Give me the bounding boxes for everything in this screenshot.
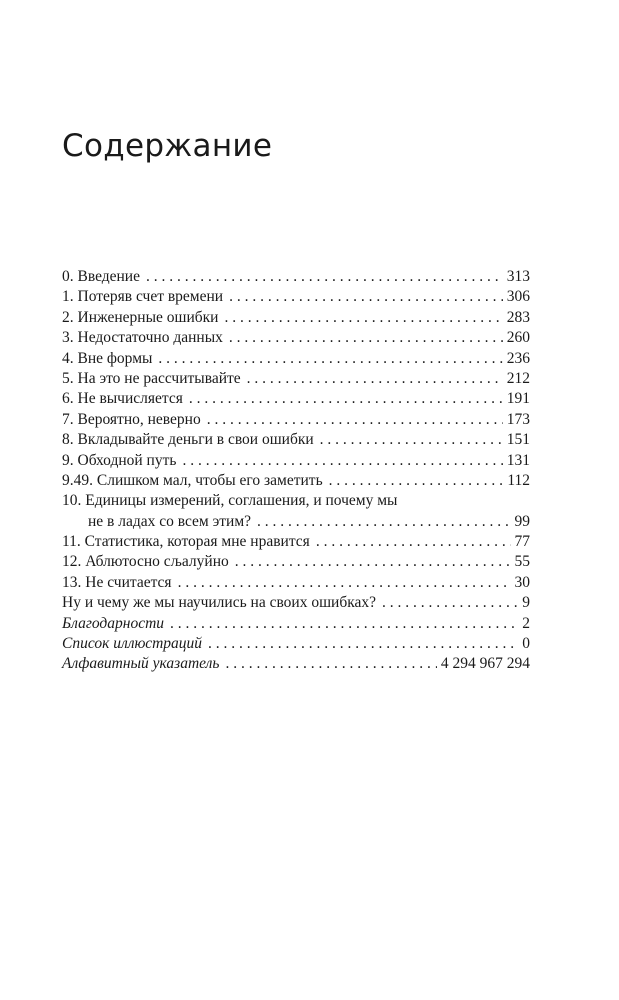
toc-entry-chapter-2[interactable]	[62, 308, 530, 328]
page-title: Содержание	[62, 128, 273, 164]
toc-entry-page: 112	[507, 471, 530, 489]
toc-entry-label: 9.49. Слишком мал, чтобы его заметить	[62, 471, 323, 489]
toc-entry-label: 5. На это не рассчитывайте	[62, 369, 241, 387]
toc-entry-chapter-1[interactable]	[62, 287, 530, 307]
toc-entry-conclusion[interactable]	[62, 593, 530, 613]
dot-leader	[170, 614, 518, 634]
toc-entry-chapter-6[interactable]	[62, 389, 530, 409]
toc-entry-label: 6. Не вычисляется	[62, 390, 183, 408]
toc-entry-label: 3. Недостаточно данных	[62, 329, 223, 347]
toc-entry-label: 8. Вкладывайте деньги в свои ошибки	[62, 431, 314, 449]
toc-entry-page: 0	[522, 635, 530, 653]
toc-entry-page: 236	[506, 349, 530, 367]
toc-entry-introduction[interactable]	[62, 267, 530, 287]
table-of-contents	[62, 267, 530, 675]
dot-leader	[224, 308, 502, 328]
dot-leader	[208, 634, 518, 654]
toc-entry-chapter-8[interactable]	[62, 430, 530, 450]
dot-leader	[189, 389, 503, 409]
toc-entry-acknowledgements[interactable]	[62, 614, 530, 634]
toc-entry-label-line-1: 10. Единицы измерений, соглашения, и почему мы	[62, 492, 398, 510]
toc-entry-label: 13. Не считается	[62, 573, 172, 591]
dot-leader	[158, 349, 502, 369]
toc-entry-chapter-13[interactable]	[62, 573, 530, 593]
toc-entry-page: 313	[506, 268, 530, 285]
toc-entry-page: 9	[522, 594, 530, 612]
toc-entry-chapter-12[interactable]	[62, 552, 530, 572]
dot-leader	[329, 471, 504, 491]
toc-entry-chapter-10-continued[interactable]	[62, 512, 530, 532]
toc-entry-page: 99	[514, 512, 530, 530]
toc-entry-label: Ну и чему же мы научились на своих ошибках?	[62, 594, 377, 612]
dot-leader	[178, 573, 511, 593]
toc-entry-label: 0. Введение	[62, 268, 140, 285]
toc-entry-chapter-5[interactable]	[62, 369, 530, 389]
dot-leader	[229, 287, 503, 307]
dot-leader	[225, 654, 436, 674]
toc-entry-page: 151	[506, 431, 530, 449]
toc-entry-label: 1. Потеряв счет времени	[62, 288, 224, 306]
dot-leader	[247, 369, 503, 389]
toc-entry-chapter-11[interactable]	[62, 532, 530, 552]
toc-entry-chapter-10[interactable]	[62, 491, 530, 511]
toc-entry-page: 191	[506, 390, 530, 408]
toc-entry-label: 11. Статистика, которая мне нравится	[62, 533, 310, 551]
dot-leader	[229, 328, 503, 348]
toc-entry-label: 4. Вне формы	[62, 349, 153, 367]
toc-entry-chapter-4[interactable]	[62, 349, 530, 369]
toc-entry-page: 306	[506, 288, 530, 306]
toc-entry-label: Алфавитный указатель	[62, 655, 220, 673]
toc-entry-chapter-9-49[interactable]	[62, 471, 530, 491]
dot-leader	[320, 430, 503, 450]
dot-leader	[182, 451, 502, 471]
toc-entry-page: 173	[506, 410, 530, 428]
dot-leader	[235, 552, 511, 572]
toc-entry-page: 131	[506, 451, 530, 469]
dot-leader	[316, 532, 511, 552]
toc-entry-page: 2	[522, 614, 530, 632]
toc-entry-page: 4 294 967 294	[440, 655, 530, 673]
toc-entry-page: 212	[506, 369, 530, 387]
toc-entry-chapter-7[interactable]	[62, 410, 530, 430]
toc-entry-chapter-3[interactable]	[62, 328, 530, 348]
toc-entry-label: 2. Инженерные ошибки	[62, 308, 219, 326]
toc-entry-label: 7. Вероятно, неверно	[62, 410, 201, 428]
toc-entry-page: 283	[506, 308, 530, 326]
toc-entry-label: Благодарности	[62, 614, 165, 632]
toc-entry-label: 12. Аблютосно сљалуйно	[62, 553, 229, 571]
toc-entry-chapter-9[interactable]	[62, 451, 530, 471]
dot-leader	[382, 593, 518, 613]
toc-entry-page: 260	[506, 329, 530, 347]
toc-entry-index[interactable]	[62, 654, 530, 674]
dot-leader	[257, 512, 510, 532]
dot-leader	[207, 410, 503, 430]
toc-entry-label: 9. Обходной путь	[62, 451, 177, 469]
toc-entry-page: 30	[514, 573, 530, 591]
toc-entry-label: Список иллюстраций	[62, 635, 203, 653]
toc-entry-page: 77	[514, 533, 530, 551]
toc-entry-list-of-illustrations[interactable]	[62, 634, 530, 654]
dot-leader	[146, 267, 503, 287]
toc-entry-label-line-2: не в ладах со всем этим?	[88, 512, 252, 530]
toc-entry-page: 55	[514, 553, 530, 571]
